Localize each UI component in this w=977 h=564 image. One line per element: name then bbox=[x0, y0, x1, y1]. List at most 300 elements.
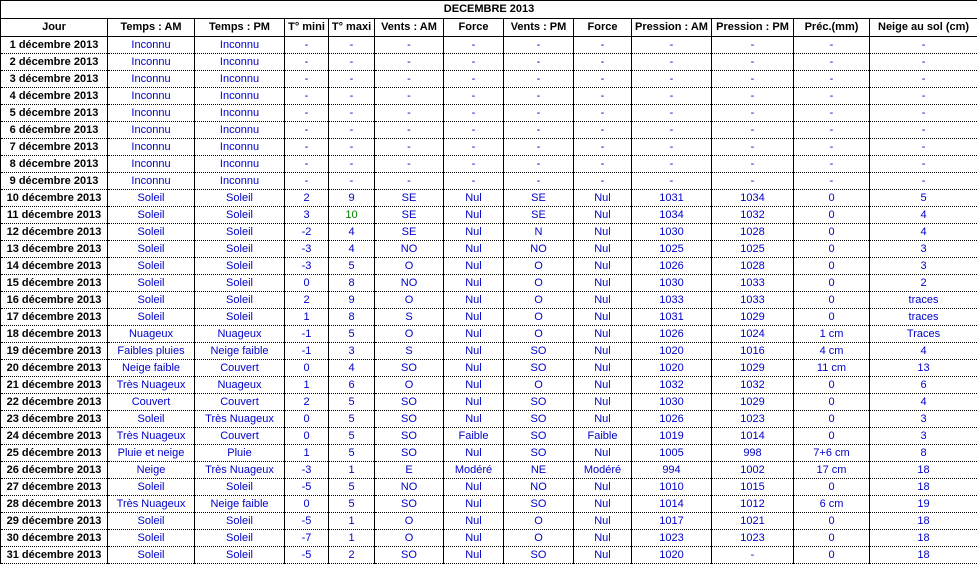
cell-vents-am: O bbox=[375, 292, 444, 309]
cell-t-mini: - bbox=[285, 71, 329, 88]
cell-precipitation: 0 bbox=[794, 207, 870, 224]
cell-pression-pm: 1032 bbox=[712, 207, 794, 224]
cell-force-pm: Nul bbox=[574, 547, 632, 564]
cell-force-pm: Nul bbox=[574, 326, 632, 343]
cell-pression-pm: - bbox=[712, 156, 794, 173]
cell-temps-pm: Soleil bbox=[195, 292, 285, 309]
cell-jour: 9 décembre 2013 bbox=[1, 173, 108, 190]
cell-temps-pm: Inconnu bbox=[195, 71, 285, 88]
cell-force-am: - bbox=[444, 88, 504, 105]
cell-t-maxi: - bbox=[329, 54, 375, 71]
table-row bbox=[1, 88, 977, 105]
cell-vents-am: O bbox=[375, 530, 444, 547]
cell-t-maxi: - bbox=[329, 105, 375, 122]
cell-temps-am: Soleil bbox=[108, 207, 195, 224]
cell-t-maxi: 3 bbox=[329, 343, 375, 360]
cell-temps-am: Inconnu bbox=[108, 139, 195, 156]
header-force-pm: Force bbox=[574, 19, 632, 37]
cell-force-am: Nul bbox=[444, 496, 504, 513]
cell-jour: 26 décembre 2013 bbox=[1, 462, 108, 479]
cell-temps-am: Inconnu bbox=[108, 173, 195, 190]
cell-force-pm: - bbox=[574, 173, 632, 190]
table-row bbox=[1, 343, 977, 360]
cell-vents-am: SO bbox=[375, 394, 444, 411]
cell-jour: 3 décembre 2013 bbox=[1, 71, 108, 88]
cell-vents-pm: O bbox=[504, 326, 574, 343]
cell-t-mini: - bbox=[285, 122, 329, 139]
cell-force-pm: - bbox=[574, 105, 632, 122]
cell-precipitation: 0 bbox=[794, 258, 870, 275]
cell-jour: 14 décembre 2013 bbox=[1, 258, 108, 275]
cell-t-mini: 1 bbox=[285, 309, 329, 326]
cell-vents-am: - bbox=[375, 54, 444, 71]
cell-temps-am: Soleil bbox=[108, 241, 195, 258]
table-row bbox=[1, 258, 977, 275]
cell-force-pm: Nul bbox=[574, 190, 632, 207]
cell-pression-pm: 1029 bbox=[712, 309, 794, 326]
cell-temps-pm: Soleil bbox=[195, 275, 285, 292]
cell-t-maxi: 5 bbox=[329, 394, 375, 411]
cell-precipitation: 11 cm bbox=[794, 360, 870, 377]
cell-precipitation: 0 bbox=[794, 547, 870, 564]
cell-pression-am: 1033 bbox=[632, 292, 712, 309]
cell-precipitation: - bbox=[794, 71, 870, 88]
cell-pression-am: 1030 bbox=[632, 394, 712, 411]
cell-vents-am: - bbox=[375, 173, 444, 190]
cell-t-mini: 1 bbox=[285, 445, 329, 462]
cell-temps-pm: Soleil bbox=[195, 224, 285, 241]
table-row bbox=[1, 156, 977, 173]
cell-pression-pm: - bbox=[712, 71, 794, 88]
cell-temps-pm: Nuageux bbox=[195, 326, 285, 343]
cell-temps-pm: Couvert bbox=[195, 428, 285, 445]
table-row bbox=[1, 411, 977, 428]
cell-t-maxi: - bbox=[329, 37, 375, 54]
cell-pression-pm: - bbox=[712, 139, 794, 156]
cell-force-am: - bbox=[444, 71, 504, 88]
cell-jour: 23 décembre 2013 bbox=[1, 411, 108, 428]
cell-jour: 29 décembre 2013 bbox=[1, 513, 108, 530]
cell-precipitation: 0 bbox=[794, 190, 870, 207]
cell-neige-au-sol: - bbox=[870, 105, 977, 122]
table-row bbox=[1, 496, 977, 513]
cell-t-maxi: 1 bbox=[329, 462, 375, 479]
cell-temps-am: Inconnu bbox=[108, 37, 195, 54]
cell-vents-am: - bbox=[375, 139, 444, 156]
cell-neige-au-sol: 18 bbox=[870, 530, 977, 547]
cell-vents-pm: - bbox=[504, 37, 574, 54]
cell-precipitation: - bbox=[794, 139, 870, 156]
cell-jour: 6 décembre 2013 bbox=[1, 122, 108, 139]
cell-jour: 15 décembre 2013 bbox=[1, 275, 108, 292]
cell-force-pm: - bbox=[574, 37, 632, 54]
cell-neige-au-sol: Traces bbox=[870, 326, 977, 343]
cell-jour: 8 décembre 2013 bbox=[1, 156, 108, 173]
cell-neige-au-sol: - bbox=[870, 71, 977, 88]
cell-temps-pm: Couvert bbox=[195, 394, 285, 411]
table-row bbox=[1, 445, 977, 462]
cell-temps-pm: Neige faible bbox=[195, 343, 285, 360]
cell-precipitation: 0 bbox=[794, 513, 870, 530]
cell-force-pm: Nul bbox=[574, 445, 632, 462]
cell-jour: 27 décembre 2013 bbox=[1, 479, 108, 496]
cell-t-mini: - bbox=[285, 139, 329, 156]
cell-force-pm: Nul bbox=[574, 258, 632, 275]
cell-force-am: Nul bbox=[444, 530, 504, 547]
cell-temps-pm: Très Nuageux bbox=[195, 411, 285, 428]
cell-jour: 20 décembre 2013 bbox=[1, 360, 108, 377]
cell-neige-au-sol: 18 bbox=[870, 479, 977, 496]
cell-temps-pm: Soleil bbox=[195, 309, 285, 326]
cell-temps-am: Couvert bbox=[108, 394, 195, 411]
cell-t-maxi: 9 bbox=[329, 190, 375, 207]
cell-force-pm: Nul bbox=[574, 496, 632, 513]
cell-pression-pm: 1029 bbox=[712, 360, 794, 377]
cell-precipitation: 0 bbox=[794, 292, 870, 309]
cell-precipitation: - bbox=[794, 156, 870, 173]
cell-force-am: Faible bbox=[444, 428, 504, 445]
cell-neige-au-sol: 3 bbox=[870, 428, 977, 445]
cell-force-pm: - bbox=[574, 139, 632, 156]
cell-pression-am: 1005 bbox=[632, 445, 712, 462]
table-row bbox=[1, 547, 977, 564]
cell-t-maxi: 2 bbox=[329, 547, 375, 564]
cell-jour: 18 décembre 2013 bbox=[1, 326, 108, 343]
cell-t-mini: - bbox=[285, 173, 329, 190]
cell-neige-au-sol: - bbox=[870, 173, 977, 190]
cell-precipitation: 4 cm bbox=[794, 343, 870, 360]
cell-force-am: - bbox=[444, 122, 504, 139]
cell-pression-am: 1034 bbox=[632, 207, 712, 224]
cell-vents-pm: SE bbox=[504, 190, 574, 207]
cell-pression-pm: - bbox=[712, 105, 794, 122]
cell-neige-au-sol: traces bbox=[870, 292, 977, 309]
cell-force-pm: - bbox=[574, 54, 632, 71]
cell-vents-pm: SO bbox=[504, 360, 574, 377]
cell-force-am: Nul bbox=[444, 343, 504, 360]
cell-vents-pm: SO bbox=[504, 496, 574, 513]
cell-jour: 13 décembre 2013 bbox=[1, 241, 108, 258]
cell-force-am: - bbox=[444, 173, 504, 190]
cell-pression-pm: 1021 bbox=[712, 513, 794, 530]
cell-precipitation: 17 cm bbox=[794, 462, 870, 479]
cell-t-mini: -5 bbox=[285, 479, 329, 496]
cell-t-maxi: 9 bbox=[329, 292, 375, 309]
cell-precipitation: 7+6 cm bbox=[794, 445, 870, 462]
cell-vents-pm: O bbox=[504, 275, 574, 292]
cell-pression-pm: 1012 bbox=[712, 496, 794, 513]
cell-pression-am: - bbox=[632, 88, 712, 105]
cell-t-maxi: 6 bbox=[329, 377, 375, 394]
cell-t-maxi: 8 bbox=[329, 275, 375, 292]
cell-vents-am: - bbox=[375, 156, 444, 173]
cell-neige-au-sol: 4 bbox=[870, 207, 977, 224]
cell-neige-au-sol: traces bbox=[870, 309, 977, 326]
cell-pression-am: 1026 bbox=[632, 411, 712, 428]
cell-t-mini: 2 bbox=[285, 190, 329, 207]
cell-temps-pm: Inconnu bbox=[195, 122, 285, 139]
table-row bbox=[1, 207, 977, 224]
cell-temps-pm: Inconnu bbox=[195, 37, 285, 54]
cell-temps-am: Soleil bbox=[108, 411, 195, 428]
cell-vents-am: - bbox=[375, 37, 444, 54]
cell-t-mini: 0 bbox=[285, 428, 329, 445]
table-title: DECEMBRE 2013 bbox=[1, 1, 977, 19]
cell-temps-pm: Inconnu bbox=[195, 173, 285, 190]
cell-temps-pm: Couvert bbox=[195, 360, 285, 377]
cell-vents-am: O bbox=[375, 513, 444, 530]
cell-t-mini: 0 bbox=[285, 360, 329, 377]
cell-t-mini: -5 bbox=[285, 547, 329, 564]
cell-t-maxi: 5 bbox=[329, 496, 375, 513]
table-row bbox=[1, 224, 977, 241]
cell-pression-am: 1017 bbox=[632, 513, 712, 530]
cell-pression-am: 1020 bbox=[632, 343, 712, 360]
cell-vents-pm: O bbox=[504, 513, 574, 530]
cell-temps-pm: Soleil bbox=[195, 241, 285, 258]
cell-neige-au-sol: - bbox=[870, 37, 977, 54]
cell-vents-am: O bbox=[375, 326, 444, 343]
cell-force-am: - bbox=[444, 156, 504, 173]
cell-temps-pm: Soleil bbox=[195, 190, 285, 207]
cell-jour: 10 décembre 2013 bbox=[1, 190, 108, 207]
cell-t-mini: 0 bbox=[285, 496, 329, 513]
cell-force-am: Modéré bbox=[444, 462, 504, 479]
cell-t-maxi: 10 bbox=[329, 207, 375, 224]
cell-temps-am: Soleil bbox=[108, 292, 195, 309]
table-row bbox=[1, 292, 977, 309]
cell-temps-am: Neige faible bbox=[108, 360, 195, 377]
cell-vents-am: SO bbox=[375, 496, 444, 513]
cell-t-maxi: - bbox=[329, 122, 375, 139]
cell-pression-am: 1023 bbox=[632, 530, 712, 547]
cell-vents-pm: - bbox=[504, 173, 574, 190]
table-row bbox=[1, 54, 977, 71]
cell-pression-pm: 1024 bbox=[712, 326, 794, 343]
cell-force-am: - bbox=[444, 105, 504, 122]
cell-vents-am: SE bbox=[375, 224, 444, 241]
cell-pression-am: 1010 bbox=[632, 479, 712, 496]
cell-vents-pm: SO bbox=[504, 394, 574, 411]
cell-neige-au-sol: 18 bbox=[870, 513, 977, 530]
cell-temps-am: Inconnu bbox=[108, 122, 195, 139]
cell-pression-am: - bbox=[632, 173, 712, 190]
cell-t-maxi: - bbox=[329, 173, 375, 190]
cell-temps-am: Soleil bbox=[108, 275, 195, 292]
cell-t-mini: - bbox=[285, 156, 329, 173]
cell-temps-pm: Inconnu bbox=[195, 105, 285, 122]
cell-temps-am: Soleil bbox=[108, 513, 195, 530]
cell-force-am: Nul bbox=[444, 360, 504, 377]
cell-temps-pm: Inconnu bbox=[195, 139, 285, 156]
cell-vents-am: O bbox=[375, 258, 444, 275]
cell-pression-pm: 1016 bbox=[712, 343, 794, 360]
cell-temps-am: Très Nuageux bbox=[108, 496, 195, 513]
table-row bbox=[1, 241, 977, 258]
cell-vents-pm: SO bbox=[504, 411, 574, 428]
cell-jour: 31 décembre 2013 bbox=[1, 547, 108, 564]
cell-t-maxi: - bbox=[329, 88, 375, 105]
cell-force-pm: Nul bbox=[574, 411, 632, 428]
cell-force-pm: Nul bbox=[574, 479, 632, 496]
cell-neige-au-sol: - bbox=[870, 156, 977, 173]
table-row bbox=[1, 394, 977, 411]
cell-pression-am: 1014 bbox=[632, 496, 712, 513]
cell-t-mini: - bbox=[285, 54, 329, 71]
cell-neige-au-sol: 13 bbox=[870, 360, 977, 377]
cell-temps-am: Soleil bbox=[108, 224, 195, 241]
cell-vents-pm: O bbox=[504, 309, 574, 326]
cell-vents-pm: SO bbox=[504, 428, 574, 445]
cell-precipitation: 0 bbox=[794, 241, 870, 258]
cell-t-mini: -3 bbox=[285, 241, 329, 258]
cell-temps-am: Soleil bbox=[108, 530, 195, 547]
cell-pression-pm: - bbox=[712, 37, 794, 54]
cell-pression-am: 1030 bbox=[632, 275, 712, 292]
cell-neige-au-sol: 3 bbox=[870, 241, 977, 258]
cell-t-maxi: 5 bbox=[329, 326, 375, 343]
table-row bbox=[1, 190, 977, 207]
cell-vents-pm: NO bbox=[504, 479, 574, 496]
header-force-am: Force bbox=[444, 19, 504, 37]
header-precipitation: Préc.(mm) bbox=[794, 19, 870, 37]
cell-pression-pm: 1028 bbox=[712, 258, 794, 275]
cell-pression-am: - bbox=[632, 156, 712, 173]
cell-pression-am: 1020 bbox=[632, 360, 712, 377]
header-pression-am: Pression : AM bbox=[632, 19, 712, 37]
cell-neige-au-sol: - bbox=[870, 54, 977, 71]
cell-force-pm: Faible bbox=[574, 428, 632, 445]
cell-pression-am: - bbox=[632, 139, 712, 156]
cell-force-pm: Nul bbox=[574, 343, 632, 360]
cell-force-pm: Nul bbox=[574, 309, 632, 326]
cell-neige-au-sol: - bbox=[870, 88, 977, 105]
cell-vents-am: S bbox=[375, 309, 444, 326]
cell-vents-am: SO bbox=[375, 547, 444, 564]
cell-force-pm: Nul bbox=[574, 513, 632, 530]
cell-force-am: Nul bbox=[444, 513, 504, 530]
cell-vents-pm: - bbox=[504, 54, 574, 71]
cell-force-am: Nul bbox=[444, 224, 504, 241]
cell-pression-pm: 1023 bbox=[712, 530, 794, 547]
cell-neige-au-sol: 3 bbox=[870, 258, 977, 275]
header-vents-am: Vents : AM bbox=[375, 19, 444, 37]
cell-precipitation: 0 bbox=[794, 411, 870, 428]
cell-pression-pm: 1032 bbox=[712, 377, 794, 394]
cell-t-mini: -1 bbox=[285, 343, 329, 360]
header-pression-pm: Pression : PM bbox=[712, 19, 794, 37]
cell-force-pm: - bbox=[574, 156, 632, 173]
cell-temps-pm: Pluie bbox=[195, 445, 285, 462]
cell-temps-pm: Inconnu bbox=[195, 54, 285, 71]
cell-neige-au-sol: 4 bbox=[870, 224, 977, 241]
cell-t-mini: - bbox=[285, 88, 329, 105]
cell-vents-pm: - bbox=[504, 122, 574, 139]
cell-force-am: Nul bbox=[444, 258, 504, 275]
cell-t-maxi: - bbox=[329, 139, 375, 156]
cell-pression-pm: 1023 bbox=[712, 411, 794, 428]
cell-temps-pm: Soleil bbox=[195, 479, 285, 496]
cell-t-mini: -3 bbox=[285, 462, 329, 479]
cell-vents-am: - bbox=[375, 105, 444, 122]
cell-jour: 16 décembre 2013 bbox=[1, 292, 108, 309]
cell-pression-pm: - bbox=[712, 547, 794, 564]
header-neige-au-sol: Neige au sol (cm) bbox=[870, 19, 977, 37]
cell-t-mini: 3 bbox=[285, 207, 329, 224]
cell-force-pm: Nul bbox=[574, 207, 632, 224]
cell-force-am: Nul bbox=[444, 411, 504, 428]
header-t-mini: T° mini bbox=[285, 19, 329, 37]
cell-force-pm: Nul bbox=[574, 241, 632, 258]
cell-temps-pm: Très Nuageux bbox=[195, 462, 285, 479]
cell-t-mini: -5 bbox=[285, 513, 329, 530]
table-row bbox=[1, 479, 977, 496]
cell-t-mini: -1 bbox=[285, 326, 329, 343]
cell-vents-pm: - bbox=[504, 156, 574, 173]
cell-vents-pm: - bbox=[504, 139, 574, 156]
cell-t-mini: 0 bbox=[285, 275, 329, 292]
cell-pression-pm: 1034 bbox=[712, 190, 794, 207]
cell-force-am: Nul bbox=[444, 479, 504, 496]
cell-temps-am: Nuageux bbox=[108, 326, 195, 343]
cell-t-maxi: 5 bbox=[329, 258, 375, 275]
title-row bbox=[1, 1, 977, 19]
table-row bbox=[1, 326, 977, 343]
cell-vents-pm: SO bbox=[504, 343, 574, 360]
cell-force-pm: Modéré bbox=[574, 462, 632, 479]
cell-force-am: Nul bbox=[444, 445, 504, 462]
cell-force-am: - bbox=[444, 54, 504, 71]
cell-vents-am: SO bbox=[375, 411, 444, 428]
cell-temps-am: Soleil bbox=[108, 190, 195, 207]
cell-force-am: Nul bbox=[444, 190, 504, 207]
cell-temps-am: Inconnu bbox=[108, 54, 195, 71]
cell-precipitation: 0 bbox=[794, 530, 870, 547]
cell-t-mini: - bbox=[285, 105, 329, 122]
cell-t-mini: -3 bbox=[285, 258, 329, 275]
header-jour: Jour bbox=[1, 19, 108, 37]
cell-precipitation: - bbox=[794, 122, 870, 139]
cell-precipitation: - bbox=[794, 88, 870, 105]
cell-pression-pm: 1033 bbox=[712, 292, 794, 309]
header-vents-pm: Vents : PM bbox=[504, 19, 574, 37]
table-row bbox=[1, 428, 977, 445]
cell-jour: 25 décembre 2013 bbox=[1, 445, 108, 462]
cell-t-mini: 0 bbox=[285, 411, 329, 428]
cell-neige-au-sol: 2 bbox=[870, 275, 977, 292]
cell-jour: 12 décembre 2013 bbox=[1, 224, 108, 241]
cell-temps-pm: Neige faible bbox=[195, 496, 285, 513]
table-row bbox=[1, 139, 977, 156]
cell-precipitation: 1 cm bbox=[794, 326, 870, 343]
cell-vents-am: E bbox=[375, 462, 444, 479]
cell-force-pm: Nul bbox=[574, 224, 632, 241]
cell-jour: 30 décembre 2013 bbox=[1, 530, 108, 547]
cell-precipitation: - bbox=[794, 37, 870, 54]
header-temps-pm: Temps : PM bbox=[195, 19, 285, 37]
cell-vents-pm: O bbox=[504, 530, 574, 547]
cell-precipitation: 0 bbox=[794, 377, 870, 394]
cell-pression-pm: 1029 bbox=[712, 394, 794, 411]
cell-jour: 19 décembre 2013 bbox=[1, 343, 108, 360]
cell-pression-am: - bbox=[632, 37, 712, 54]
cell-force-pm: Nul bbox=[574, 292, 632, 309]
cell-temps-am: Très Nuageux bbox=[108, 377, 195, 394]
cell-jour: 4 décembre 2013 bbox=[1, 88, 108, 105]
cell-force-am: Nul bbox=[444, 309, 504, 326]
cell-jour: 21 décembre 2013 bbox=[1, 377, 108, 394]
cell-pression-pm: - bbox=[712, 173, 794, 190]
